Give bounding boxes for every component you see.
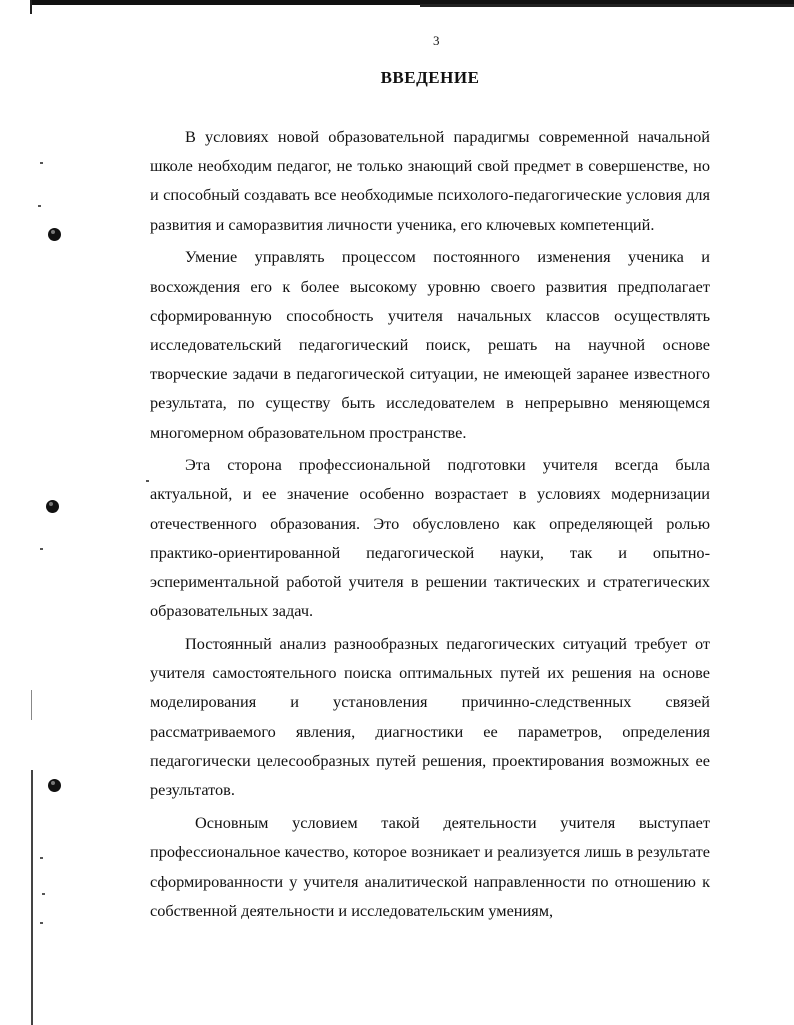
scan-speck (38, 205, 41, 207)
paragraph-1: В условиях новой образовательной парадигмы современной начальной школе необходим педагог, не только знающий свой предмет в совершенстве, но и способный создавать все необходимые психолого-педагогические условия для развития и саморазвития личности ученика, его ключевых компетенций. (150, 127, 710, 234)
scan-speck (40, 162, 43, 164)
paragraph-2: Умение управлять процессом постоянного изменения ученика и восхождения его к более высокому уровню своего развития предполагает сформированную способность учителя начальных классов осуществлять исследовательский педагогический поиск, решать на научной основе творческие задачи в педагогической ситуации, не имеющей заранее известного результата, по существу быть исследователем в непрерывно меняющемся многомерном образовательном пространстве. (150, 247, 710, 442)
page-title: ВВЕДЕНИЕ (380, 68, 480, 87)
scan-left-edge (30, 0, 32, 14)
paragraph-3: Эта сторона профессиональной подготовки учителя всегда была актуальной, и ее значение особенно возрастает в условиях модернизации отечественного образования. Это обусловлено как определяющей ролью практико-ориентированной педагогической науки, так и опытно-эспериментальной работой учителя в решении тактических и стратегических образовательных задач. (150, 455, 710, 621)
paragraph-4: Постоянный анализ разнообразных педагогических ситуаций требует от учителя самостоятельного поиска оптимальных путей их решения на основе моделирования и установления причинно-следственных связей рассматриваемого явления, диагностики ее параметров, определения педагогически целесообразных путей решения, проектирования возможных ее результатов. (150, 633, 710, 799)
body-text (150, 122, 710, 928)
page-number: 3 (433, 33, 440, 48)
scan-top-edge-shadow (420, 4, 794, 7)
scan-speck (40, 857, 43, 859)
paragraph-5: Основным условием такой деятельности учителя выступает профессиональное качество, которое возникает и реализуется лишь в результате сформированности у учителя аналитической направленности по отношению к собственной деятельности и исследовательским умениям, (150, 813, 710, 920)
scan-left-line-bottom (31, 770, 33, 1025)
scan-speck (40, 922, 43, 924)
scan-speck (42, 893, 45, 895)
binder-hole-icon (48, 779, 61, 792)
scan-left-line-mid (31, 690, 32, 720)
binder-hole-icon (48, 228, 61, 241)
binder-hole-icon (46, 500, 59, 513)
scan-speck (40, 548, 43, 550)
scan-speck (146, 480, 149, 482)
